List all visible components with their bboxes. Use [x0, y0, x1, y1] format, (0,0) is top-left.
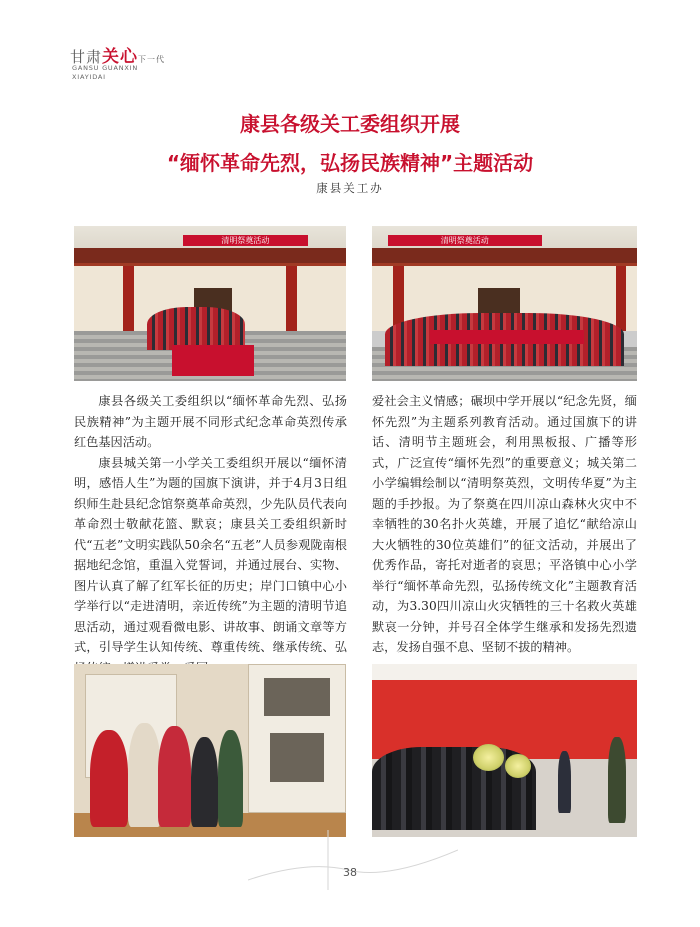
photo-banner: 清明祭奠活动 — [183, 235, 308, 246]
photo-person — [608, 737, 627, 824]
photo-person — [218, 730, 242, 827]
article-author: 康县关工办 — [316, 181, 384, 195]
photo-roof — [372, 248, 637, 267]
logo-text-c: 下一代 — [138, 55, 166, 64]
photo-exhibit-frame — [270, 733, 324, 781]
logo-subtitle-2: XIAYIDAI — [72, 73, 106, 81]
photo-pillar — [123, 266, 134, 331]
photo-student-assembly — [372, 226, 637, 381]
photo-crowd — [147, 307, 245, 350]
photo-exhibit-frame — [264, 678, 329, 716]
photo-pillar — [616, 266, 627, 331]
photo-pillar — [286, 266, 297, 331]
photo-museum-visit — [74, 664, 346, 837]
footer-decoration — [248, 830, 458, 890]
photo-memorial-group — [74, 226, 346, 381]
logo-text-a: 甘肃 — [70, 48, 103, 66]
article-title-line1: 康县各级关工委组织开展 — [240, 112, 460, 136]
article-column-left — [74, 391, 347, 678]
photo-person — [128, 723, 161, 827]
logo-text-b: 关心 — [102, 47, 139, 67]
photo-roof — [74, 248, 346, 267]
photo-flower-bouquet — [505, 754, 532, 778]
photo-banner: 清明祭奠活动 — [388, 235, 542, 246]
photo-ceiling — [372, 664, 637, 680]
page-number: 38 — [343, 866, 357, 879]
article-column-right — [372, 391, 637, 684]
photo-person — [191, 737, 218, 827]
article-paragraph: 康县城关第一小学关工委组织开展以“缅怀清明，感悟人生”为题的国旗下演讲，并于4月3日组织师生赴县纪念馆祭奠革命英烈，少先队员代表向革命烈士敬献花篮、默哀；康县关工委组织新时代“五老”文明实践队50余名“五老”人员参观陇南根据地纪念馆，重温入党誓词，并通过展台、实物、图片认真了解了红军长征的历史；岸门口镇中心小学举行以“走进清明，亲近传统”为主题的清明节追思活动，通过观看微电影、讲故事、朗诵文章等方式，引导学生认知传统、尊重传统、继承传统、弘 — [74, 455, 347, 654]
photo-students-flowers — [372, 664, 637, 837]
logo-subtitle-1: GANSU GUANXIN — [72, 64, 139, 72]
article-paragraph: 爱社会主义情感；碾坝中学开展以“纪念先贤，缅怀先烈”为主题系列教育活动。通过国旗下的讲话、清明节主题班会，利用黑板报、广播等形式，广泛宣传“缅怀先烈”的重要意义；城关第二小学编辑绘制以“清明祭英烈，文明传华夏”为主题的手抄报。为了祭奠在四川凉山森林火灾中不幸牺牲的30名扑火英雄，开展了追忆“献给凉山大火牺牲的30位英雄们”的征文活动，并展出了优秀作品，寄托对逝者的哀思；平洛镇中心小学举行“缅怀革命先烈，弘扬传统文化”主题教育活动，为3.30四川凉山火灾牺牲的三十名救火英雄默哀一分钟，并号召全体学生继承和发扬先烈遗志，发扬自强不息、坚韧不拔的精神。 — [372, 394, 637, 654]
photo-person — [558, 751, 571, 813]
magazine-logo — [70, 42, 190, 92]
photo-person — [158, 726, 191, 826]
article-paragraph: 康县各级关工委组织以“缅怀革命先烈、弘扬民族精神”为主题开展不同形式纪念革命英烈传承红色基因活动。 — [74, 394, 347, 449]
photo-red-banner — [172, 345, 254, 376]
article-title-line2: “缅怀革命先烈，弘扬民族精神”主题活动 — [166, 151, 534, 175]
photo-red-banner — [430, 330, 584, 344]
photo-person — [90, 730, 128, 827]
